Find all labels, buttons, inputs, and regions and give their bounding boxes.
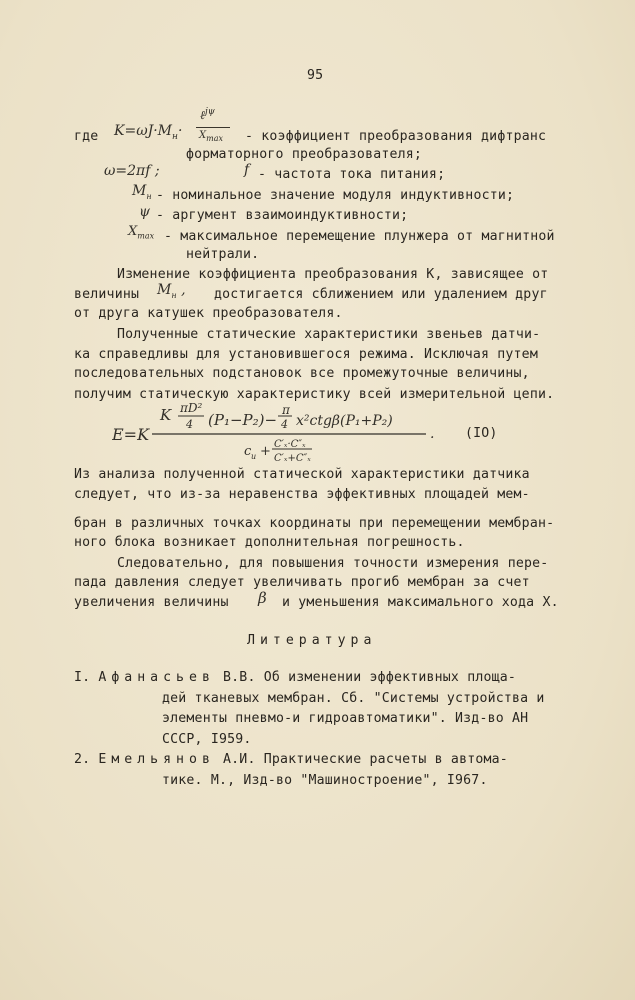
def-k-line2: форматорного преобразователя; — [186, 147, 423, 162]
para4-line3b: и уменьшения максимального хода Х. — [282, 595, 559, 610]
svg-text:4: 4 — [281, 418, 288, 431]
equation-number: (IO) — [465, 426, 498, 441]
symbol-psi: ψ — [139, 204, 150, 220]
svg-text:πD²: πD² — [180, 401, 203, 415]
svg-text:u: u — [251, 452, 257, 461]
svg-text:4: 4 — [186, 418, 193, 431]
svg-text:c: c — [244, 444, 252, 459]
page-number: 95 — [307, 68, 324, 83]
formula-omega: ω=2πf ; — [104, 163, 160, 179]
para3-line4: ного блока возникает дополнительная погрешность. — [74, 535, 465, 550]
equation-10 — [112, 398, 452, 468]
ref2-line2: тике. М., Изд-во "Машиностроение", I967. — [162, 773, 488, 788]
ref1-surname: Афанасьев — [98, 670, 215, 685]
ref1-line2: дей тканевых мембран. Сб. "Системы устройства и — [162, 691, 545, 706]
literature-heading: Литература — [247, 633, 377, 648]
para2-line2: ка справедливы для установившегося режима. Исключая путем — [74, 347, 538, 362]
ref1-line3: элементы пневмо-и гидроавтоматики". Изд-во АН — [162, 711, 529, 726]
para1-line3: от друга катушек преобразователя. — [74, 306, 343, 321]
formula-k-denominator: $X_{max}$ — [199, 130, 223, 143]
para1-line1: Изменение коэффициента преобразования К, зависящее от — [117, 267, 549, 282]
def-f: - частота тока питания; — [258, 167, 446, 182]
svg-text:.: . — [430, 426, 435, 442]
symbol-f: f — [244, 162, 250, 178]
para3-line3: бран в различных точках координаты при перемещении мембран- — [74, 516, 555, 531]
formula-k-numerator: ℓ$^{j\psi}$ — [200, 107, 215, 122]
symbol-xmax: $X_{max}$ — [128, 224, 155, 241]
formula-k: $K=\omega J\cdot M_н\cdot$ — [114, 123, 183, 142]
svg-text:x²ctgβ(P₁+P₂): x²ctgβ(P₁+P₂) — [296, 413, 393, 429]
svg-text:E=K: E=K — [112, 425, 150, 444]
para2-line4: получим статическую характеристику всей измерительной цепи. — [74, 387, 555, 402]
para1-line2a: величины — [74, 287, 140, 302]
para4-line1: Следовательно, для повышения точности измерения пере- — [117, 556, 549, 571]
para2-line3: последовательных подстановок все промежуточные величины, — [74, 366, 530, 381]
symbol-mn-inline: $M_н$ , — [157, 282, 186, 300]
def-where: где — [74, 129, 99, 144]
def-k-line1: - коэффициент преобразования дифтранс — [245, 129, 547, 144]
ref2-surname: Емельянов — [98, 752, 215, 767]
para3-line1: Из анализа полученной статической характеристики датчика — [74, 467, 530, 482]
def-mn: - номинальное значение модуля индуктивности; — [156, 188, 515, 203]
svg-text:C′ₓ+C″ₓ: C′ₓ+C″ₓ — [274, 453, 311, 464]
def-psi: - аргумент взаимоиндуктивности; — [156, 208, 409, 223]
ref1-line1: I. Афанасьев В.В. Об изменении эффективных площа- — [74, 670, 517, 685]
svg-text:π: π — [282, 403, 290, 417]
symbol-beta: β — [258, 589, 267, 607]
def-xmax-line1: - максимальное перемещение плунжера от магнитной — [164, 229, 555, 244]
svg-text:K: K — [160, 406, 172, 424]
svg-text:+: + — [260, 444, 271, 459]
para4-line3a: увеличения величины — [74, 595, 229, 610]
symbol-mn: $M_н$ — [132, 183, 152, 201]
para2-line1: Полученные статические характеристики звеньев датчи- — [117, 327, 541, 342]
svg-text:C′ₓ·C″ₓ: C′ₓ·C″ₓ — [274, 439, 306, 450]
para3-line2: следует, что из-за неравенства эффективных площадей мем- — [74, 487, 530, 502]
def-xmax-line2: нейтрали. — [186, 247, 260, 262]
svg-text:(P₁−P₂)−: (P₁−P₂)− — [208, 411, 278, 429]
formula-k-fraction-bar — [196, 127, 230, 128]
ref1-line4: СССР, I959. — [162, 732, 252, 747]
ref2-line1: 2. Емельянов А.И. Практические расчеты в автома- — [74, 752, 508, 767]
para4-line2: пада давления следует увеличивать прогиб мембран за счет — [74, 575, 530, 590]
para1-line2b: достигается сближением или удалением друг — [214, 287, 548, 302]
